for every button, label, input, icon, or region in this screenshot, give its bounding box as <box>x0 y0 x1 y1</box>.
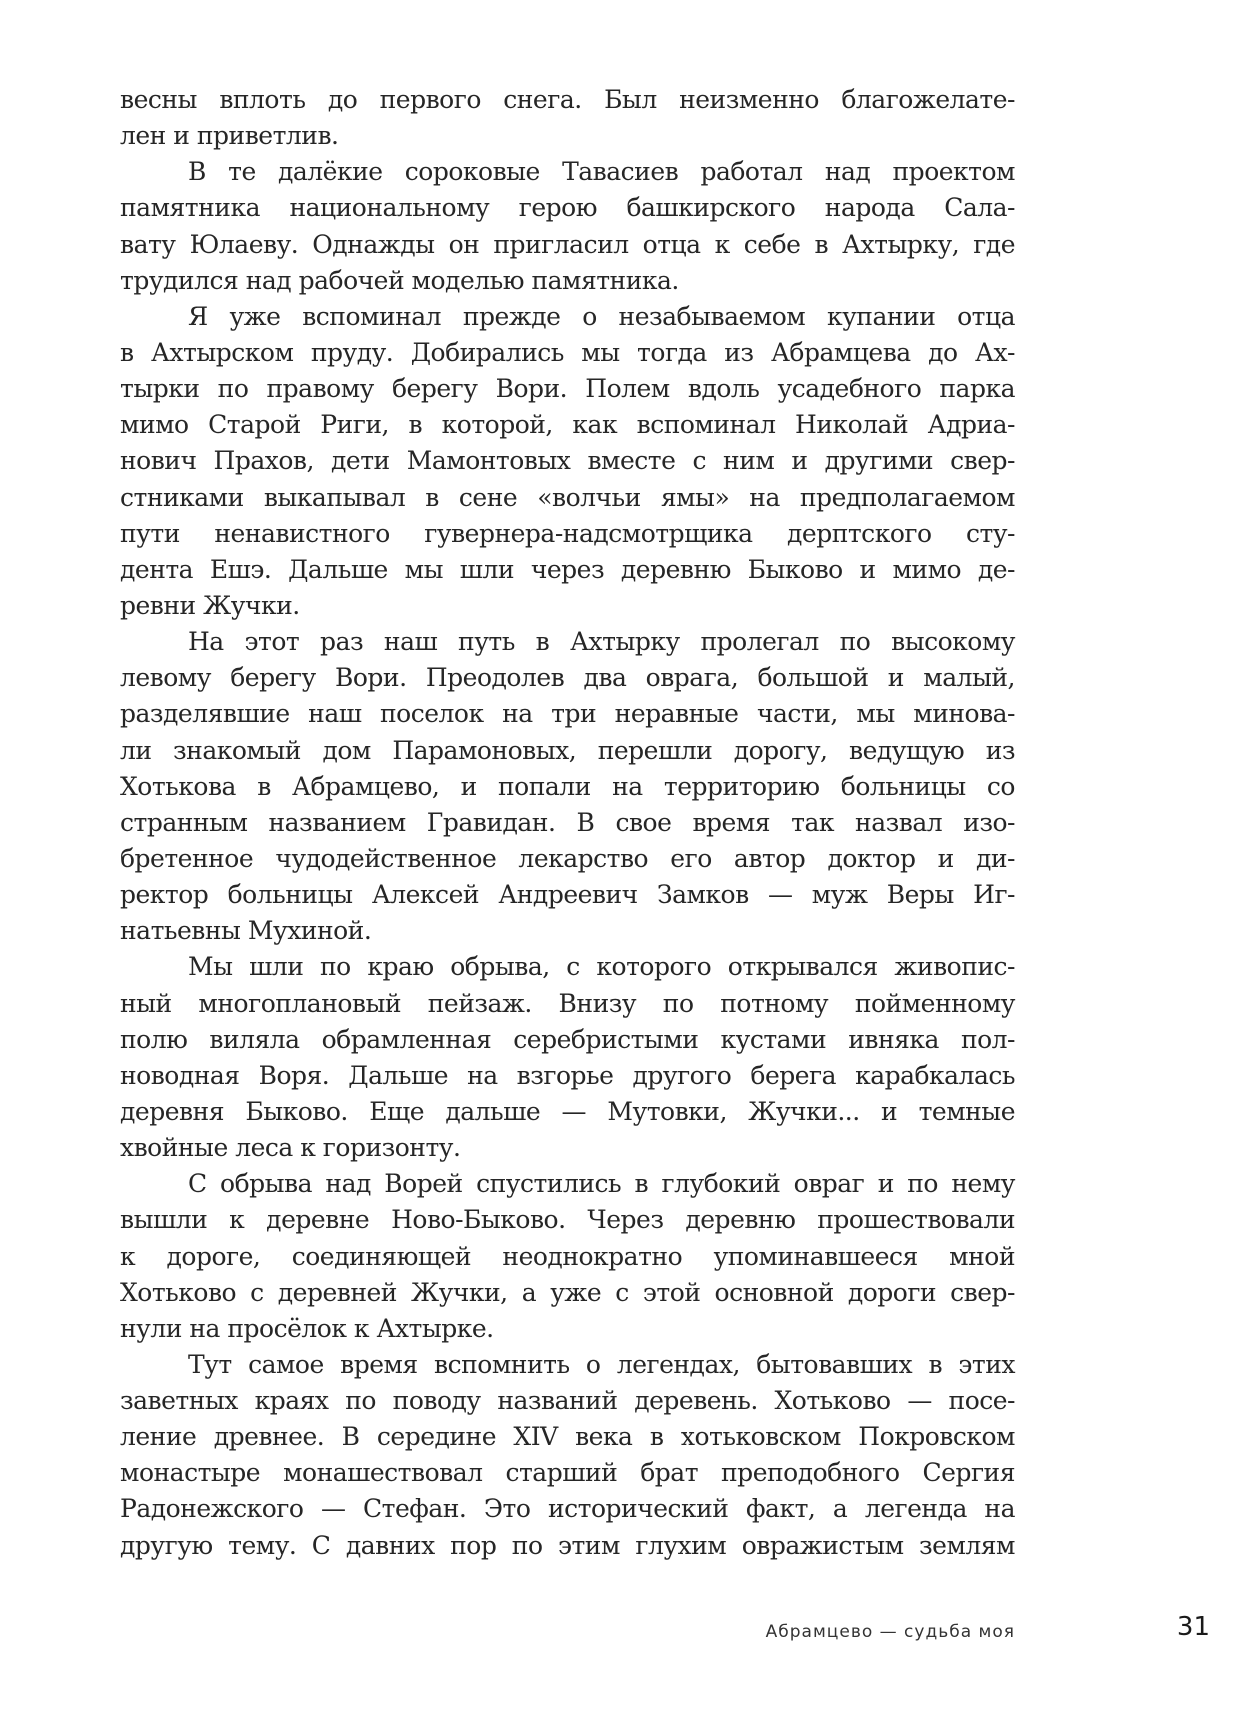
text-line: хвойные леса к горизонту. <box>120 1133 461 1163</box>
text-line: Радонежского — Стефан. Это исторический факт, а легенда на <box>120 1494 1015 1524</box>
text-line: в Ахтырском пруду. Добирались мы тогда из Абрамцева до Ах- <box>120 337 1015 367</box>
text-line: стниками выкапывал в сене «волчьи ямы» на предполагаемом <box>120 482 1015 512</box>
text-line: натьевны Мухиной. <box>120 916 372 946</box>
text-line: На этот раз наш путь в Ахтырку пролегал по высокому <box>188 627 1015 657</box>
text-line: лен и приветлив. <box>120 121 339 151</box>
text-line: весны вплоть до первого снега. Был неизменно благожелате- <box>120 85 1015 114</box>
text-line: Тут самое время вспомнить о легендах, бытовавших в этих <box>188 1349 1015 1379</box>
text-line: новодная Воря. Дальше на взгорье другого берега карабкалась <box>120 1060 1015 1090</box>
text-line: Мы шли по краю обрыва, с которого открывался живопис- <box>188 952 1015 982</box>
text-line: вышли к деревне Ново-Быково. Через деревню прошествовали <box>120 1205 1015 1235</box>
text-line: С обрыва над Ворей спустились в глубокий овраг и по нему <box>188 1169 1015 1199</box>
text-line: к дороге, соединяющей неоднократно упоминавшееся мной <box>120 1241 1015 1271</box>
text-line: деревня Быково. Еще дальше — Мутовки, Жучки... и темные <box>120 1096 1015 1126</box>
text-line: Я уже вспоминал прежде о незабываемом купании отца <box>188 301 1015 331</box>
text-line: тырки по правому берегу Вори. Полем вдоль усадебного парка <box>120 374 1015 404</box>
text-line: ли знакомый дом Парамоновых, перешли дорогу, ведущую из <box>120 735 1015 765</box>
text-line: нули на просёлок к Ахтырке. <box>120 1313 494 1343</box>
text-line: мимо Старой Риги, в которой, как вспоминал Николай Адриа- <box>120 410 1015 440</box>
text-line: Хотькова в Абрамцево, и попали на территорию больницы со <box>120 771 1015 801</box>
text-line: В те далёкие сороковые Тавасиев работал над проектом <box>188 157 1015 187</box>
text-line: бретенное чудодейственное лекарство его автор доктор и ди- <box>120 843 1015 873</box>
text-line: полю виляла обрамленная серебристыми кустами ивняка пол- <box>120 1024 1015 1054</box>
text-line: вату Юлаеву. Однажды он пригласил отца к себе в Ахтырку, где <box>120 229 1015 259</box>
page-number: 31 <box>1176 1612 1210 1642</box>
text-line: ректор больницы Алексей Андреевич Замков — муж Веры Иг- <box>120 880 1015 910</box>
text-line: нович Прахов, дети Мамонтовых вместе с ним и другими свер- <box>120 446 1015 476</box>
text-line: пути ненавистного гувернера-надсмотрщика дерптского сту- <box>120 518 1015 548</box>
text-line: трудился над рабочей моделью памятника. <box>120 265 679 295</box>
text-line: памятника национальному герою башкирского народа Сала- <box>120 193 1015 223</box>
text-line: Хотьково с деревней Жучки, а уже с этой основной дороги свер- <box>120 1277 1015 1307</box>
text-line: заветных краях по поводу названий деревень. Хотьково — посе- <box>120 1386 1015 1416</box>
text-line: ный многоплановый пейзаж. Внизу по потному пойменному <box>120 988 1015 1018</box>
text-line: ление древнее. В середине XIV века в хотьковском Покровском <box>120 1422 1015 1452</box>
body-text <box>120 82 1015 1564</box>
text-line: ревни Жучки. <box>120 590 300 620</box>
running-title: Абрамцево — судьба моя <box>765 1622 1015 1642</box>
text-line: дента Ешэ. Дальше мы шли через деревню Быково и мимо де- <box>120 554 1015 584</box>
text-line: разделявшие наш поселок на три неравные части, мы минова- <box>120 699 1015 729</box>
text-line: странным названием Гравидан. В свое время так назвал изо- <box>120 807 1015 837</box>
text-line: монастыре монашествовал старший брат преподобного Сергия <box>120 1458 1015 1488</box>
text-line: другую тему. С давних пор по этим глухим овражистым землям <box>120 1530 1015 1560</box>
text-line: левому берегу Вори. Преодолев два оврага, большой и малый, <box>120 663 1015 693</box>
